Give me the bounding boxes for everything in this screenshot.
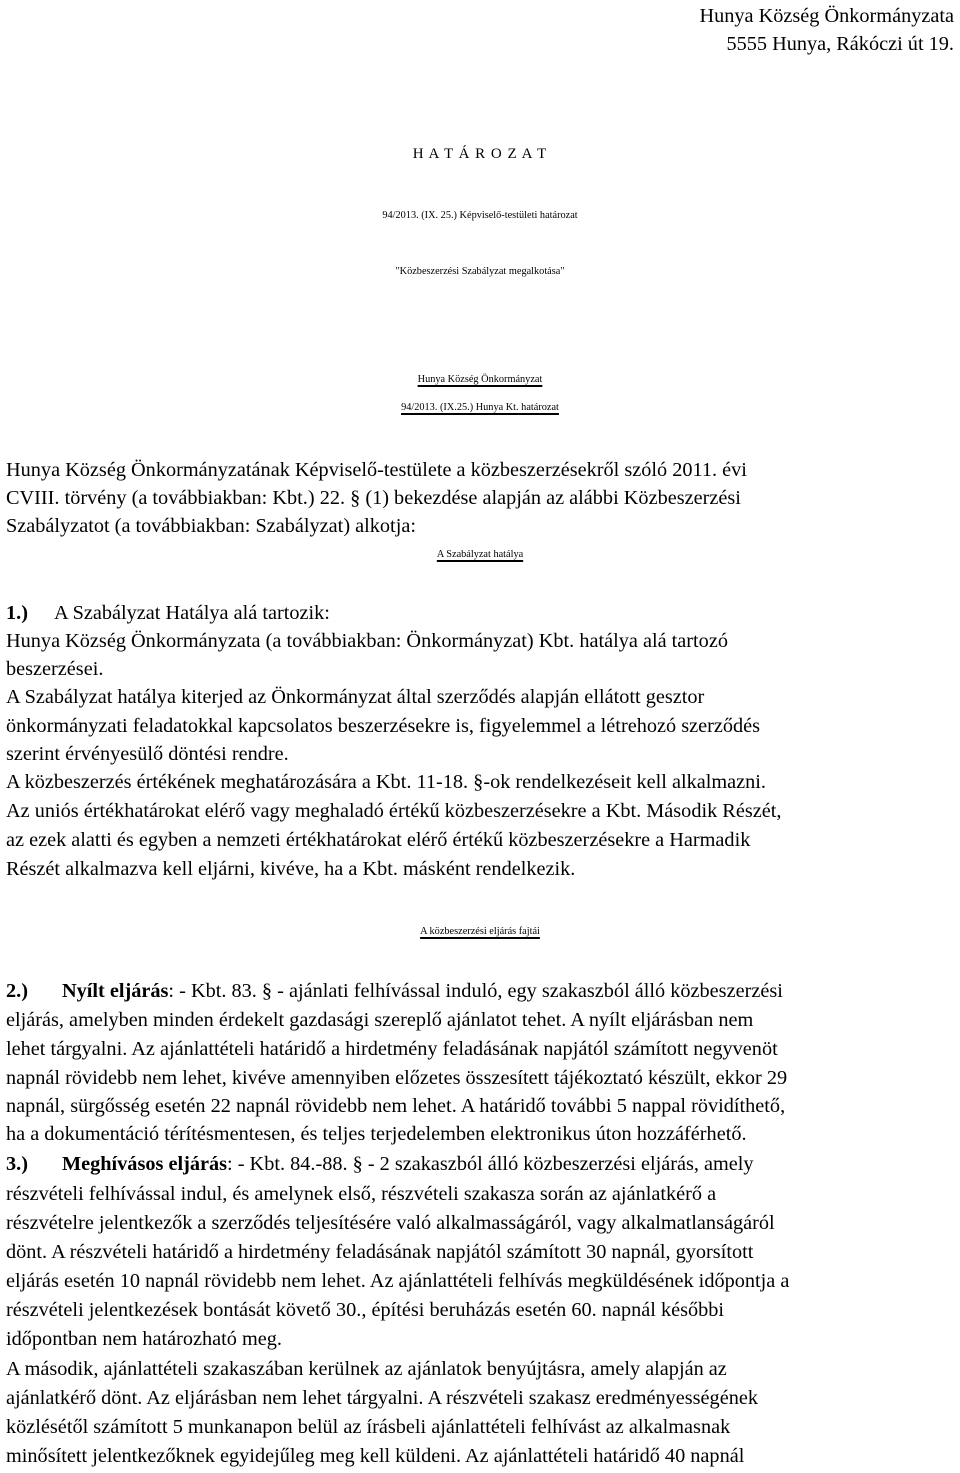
item3-line: ajánlatkérő dönt. Az eljárásban nem lehet tárgyalni. A részvételi szakasz eredményességének <box>6 1387 758 1409</box>
resolution-ref-number: 94/2013. (IX.25.) Hunya Kt. <box>401 402 519 413</box>
item3-line: részvételre jelentkezők a szerződés teljesítésére való alkalmasságáról, vagy alkalmatlanságáról <box>6 1212 775 1234</box>
item2-line: lehet tárgyalni. Az ajánlattételi határidő a hirdetmény feladásának napjától számított negyvenöt <box>6 1038 778 1060</box>
resolution-subject: "Közbeszerzési Szabályzat megalkotása" <box>395 266 565 277</box>
item3-line: dönt. A részvételi határidő a hirdetmény feladásának napjától számított 30 napnál, gyorsított <box>6 1241 754 1263</box>
item2-name: Nyílt eljárás <box>61 980 169 1002</box>
resolution-ref <box>0 394 960 422</box>
item3-line: A második, ajánlattételi szakaszában kerülnek az ajánlatok benyújtásra, amely alapján az <box>6 1358 727 1380</box>
section1-line: Az uniós értékhatárokat elérő vagy meghaladó értékű közbeszerzésekre a Kbt. Második Részét, <box>6 800 782 822</box>
item3-first-rest: : - Kbt. 84.-88. § - 2 szakaszból álló közbeszerzési eljárás, amely <box>227 1153 754 1175</box>
item2-number: 2.) <box>6 980 28 1002</box>
item3-number: 3.) <box>6 1153 28 1175</box>
section1-lead-line <box>6 599 330 627</box>
item2-first-rest: : - Kbt. 83. § - ajánlati felhívással induló, egy szakaszból álló közbeszerzési <box>168 980 783 1002</box>
item3-line: eljárás esetén 10 napnál rövidebb nem lehet. Az ajánlattételi felhívás megküldésének időpontja a <box>6 1270 790 1292</box>
section1-line: önkormányzati feladatokkal kapcsolatos beszerzésekre is, figyelemmel a létrehozó szerződés <box>6 715 761 737</box>
document-title: H A T Á R O Z A T <box>412 146 548 162</box>
intro-line: Szabályzatot (a továbbiakban: Szabályzat) alkotja: <box>6 515 416 537</box>
item3-line: részvételi jelentkezések bontását követő 30., építési beruházás esetén 60. napnál későbbi <box>6 1299 725 1321</box>
section1-line: az ezek alatti és egyben a nemzeti értékhatárokat elérő értékű közbeszerzésekre a Harmadik <box>6 829 751 851</box>
section1-line: Részét alkalmazva kell eljárni, kivéve, ha a Kbt. másként rendelkezik. <box>6 858 576 880</box>
intro-line: Hunya Község Önkormányzatának Képviselő-testülete a közbeszerzésekről szóló 2011. évi <box>6 459 747 481</box>
section-heading-procedures: A közbeszerzési eljárás fajtái <box>420 926 540 937</box>
item3-first-line <box>6 1150 754 1178</box>
item3-name: Meghívásos eljárás <box>61 1153 228 1175</box>
section1-line: beszerzései. <box>6 658 104 680</box>
item2-line: ha a dokumentáció térítésmentesen, és teljes terjedelemben elektronikus úton hozzáférhető. <box>6 1123 747 1145</box>
item2-first-line <box>6 977 783 1005</box>
resolution-number: 94/2013. (IX. 25.) Képviselő-testületi határozat <box>382 210 578 221</box>
item3-line: részvételi felhívással indul, és amelynek első, részvételi szakasza során az ajánlatkérő a <box>6 1183 717 1205</box>
item3-line: minősített jelentkezőknek egyidejűleg meg kell küldeni. Az ajánlattételi határidő 40 napnál <box>6 1445 745 1467</box>
section1-line: szerint érvényesülő döntési rendre. <box>6 743 289 765</box>
resolution-org: Hunya Község Önkormányzat <box>417 374 543 385</box>
section1-lead: A Szabályzat Hatálya alá tartozik: <box>53 602 330 624</box>
section1-number: 1.) <box>6 602 28 624</box>
item2-line: napnál, sürgősség esetén 22 napnál rövidebb nem lehet. A határidő további 5 nappal rövidíthető, <box>6 1095 786 1117</box>
section1-line: A közbeszerzés értékének meghatározására a Kbt. 11-18. §-ok rendelkezéseit kell alkalmazni. <box>6 771 767 793</box>
section-heading-scope: A Szabályzat hatálya <box>436 549 524 560</box>
item3-line: közlésétől számított 5 munkanapon belül az írásbeli ajánlattételi felhívást az alkalmasnak <box>6 1416 731 1438</box>
item2-line: napnál rövidebb nem lehet, kivéve amennyiben előzetes összesített tájékoztató készült, ekkor 29 <box>6 1067 788 1089</box>
header-address: 5555 Hunya, Rákóczi út 19. <box>726 33 954 55</box>
intro-line: CVIII. törvény (a továbbiakban: Kbt.) 22. § (1) bekezdése alapján az alábbi Közbeszerzési <box>6 487 741 509</box>
item3-line: időpontban nem határozható meg. <box>6 1328 282 1350</box>
section1-line: Hunya Község Önkormányzata (a továbbiakban: Önkormányzat) Kbt. hatálya alá tartozó <box>6 630 728 652</box>
resolution-ref-word: határozat <box>518 402 559 413</box>
header-org: Hunya Község Önkormányzata <box>699 5 954 27</box>
section1-line: A Szabályzat hatálya kiterjed az Önkormányzat által szerződés alapján ellátott gesztor <box>6 686 705 708</box>
item2-line: eljárás, amelyben minden érdekelt gazdasági szereplő ajánlatot tehet. A nyílt eljárásban nem <box>6 1009 754 1031</box>
